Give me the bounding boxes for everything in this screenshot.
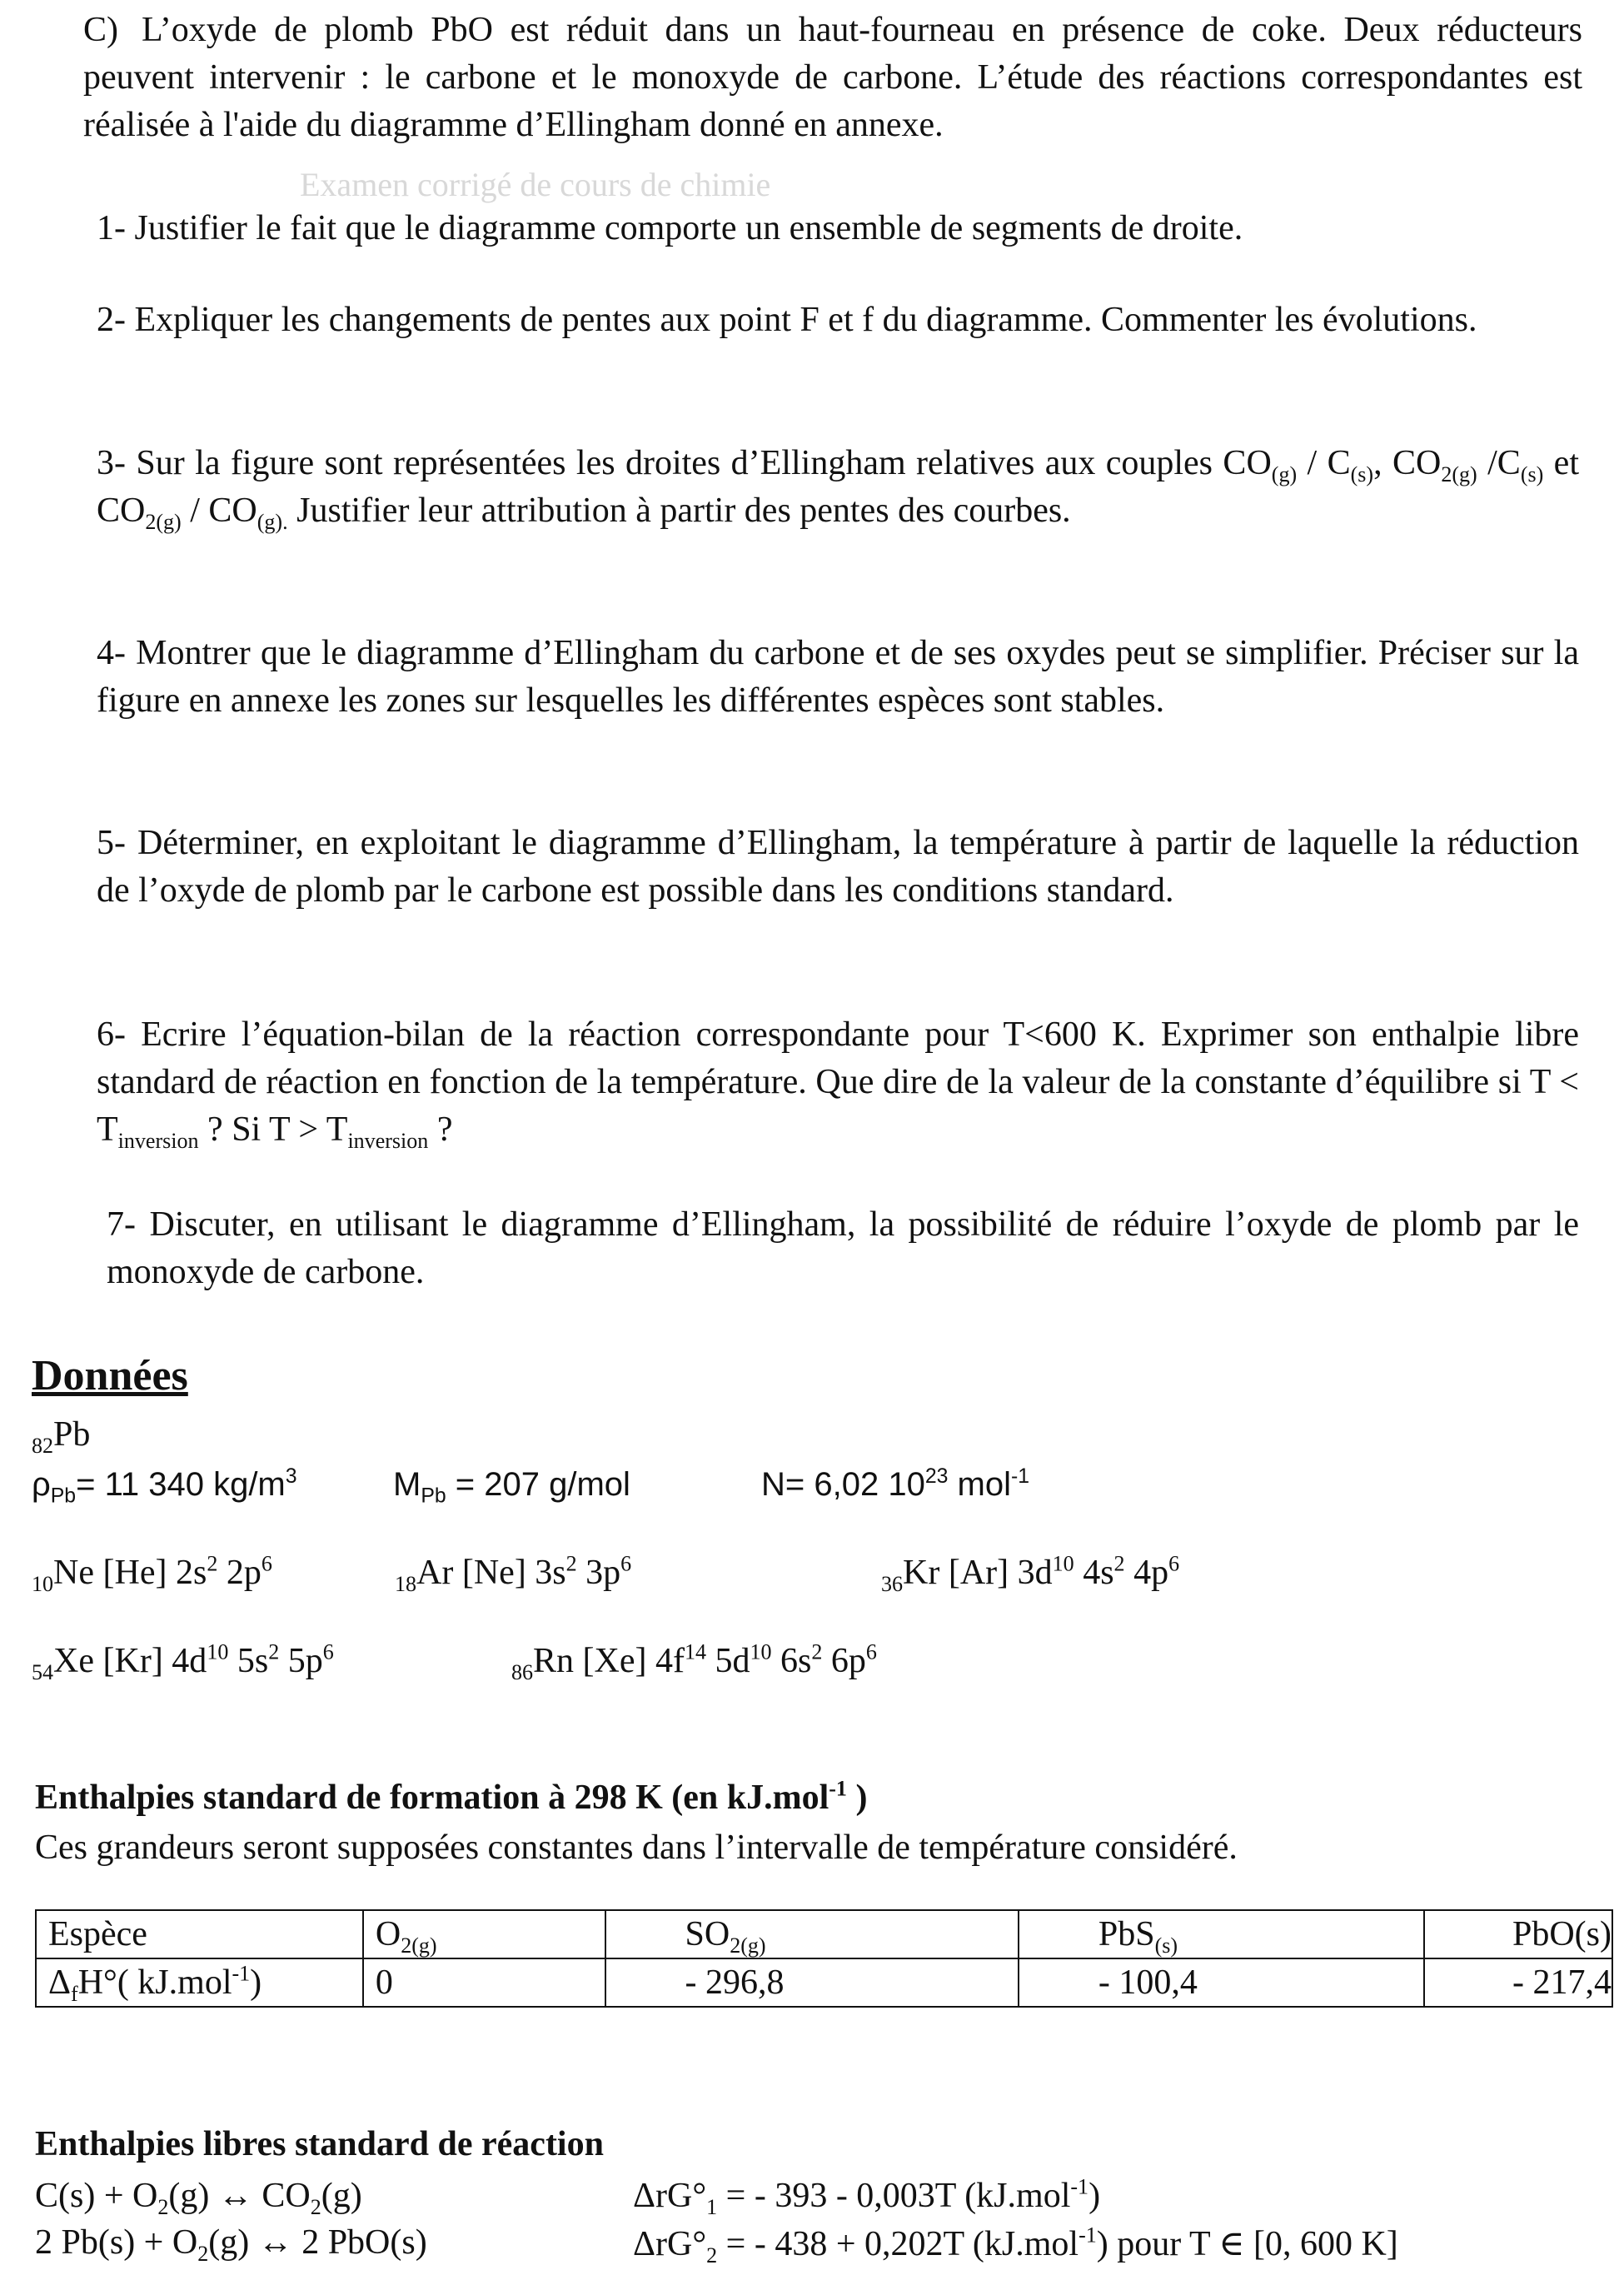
cell-text: Δ — [48, 1963, 72, 2002]
subscript: 2(g) — [145, 510, 182, 535]
atomic-number: 10 — [32, 1572, 54, 1597]
header-cell: Espèce — [36, 1910, 363, 1958]
question-6 — [97, 1011, 1579, 1154]
element-symbol: Pb — [53, 1415, 91, 1454]
config-text: 4p — [1124, 1554, 1169, 1592]
question-text: / CO — [181, 491, 257, 530]
config-text: [He] 2s — [94, 1554, 207, 1592]
row-label-cell — [36, 1958, 363, 2007]
exponent: 6 — [261, 1551, 272, 1576]
equation-text: ΔrG° — [633, 2177, 707, 2215]
exponent: -1 — [1011, 1465, 1030, 1489]
config-text: [Ne] 3s — [453, 1554, 566, 1592]
exponent: 2 — [207, 1551, 218, 1576]
header-cell — [605, 1910, 1019, 1958]
config-text: 5s — [228, 1642, 269, 1680]
question-text: Expliquer les changements de pentes aux point F et f du diagramme. Commenter les évolutions. — [134, 301, 1477, 339]
subscript: 2 — [197, 2242, 209, 2267]
question-text: Montrer que le diagramme d’Ellingham du carbone et de ses oxydes peut se simplifier. Préciser sur la figure en annexe les zones sur lesquelles les différentes espèces sont stables. — [97, 634, 1579, 720]
subscript: 2 — [706, 2243, 718, 2268]
header-cell — [1019, 1910, 1424, 1958]
question-number: 3- — [97, 444, 126, 482]
atomic-number: 36 — [881, 1572, 904, 1597]
question-text: ? — [428, 1110, 453, 1149]
cell-text: ) — [250, 1963, 262, 2002]
question-text: Justifier le fait que le diagramme comporte un ensemble de segments de droite. — [134, 209, 1243, 247]
exponent: -1 — [1070, 2174, 1089, 2199]
subscript: 2 — [157, 2195, 169, 2220]
molar-mass-symbol: M — [393, 1466, 421, 1503]
cell-text: O — [375, 1915, 401, 1953]
pb-symbol — [32, 1414, 91, 1459]
exponent: -1 — [1079, 2223, 1097, 2248]
table-row — [36, 1958, 1612, 2007]
cell-text: H°( kJ.mol — [77, 1963, 232, 2002]
exponent: 6 — [1168, 1551, 1180, 1576]
question-text: ? Si T > T — [198, 1110, 348, 1149]
subscript: (s) — [1154, 1933, 1178, 1958]
intro-text: L’oxyde de plomb PbO est réduit dans un haut-fourneau en présence de coke. Deux réducteurs peuvent intervenir : le carbone et le monoxyde de carbone. L’étude des réactions correspondantes est réalisée à l'aide du diagramme d’Ellingham donné en annexe. — [83, 11, 1582, 144]
table-header-row — [36, 1910, 1612, 1958]
config-text: 6p — [822, 1642, 866, 1680]
question-text: Discuter, en utilisant le diagramme d’Ellingham, la possibilité de réduire l’oxyde de plomb par le monoxyde de carbone. — [107, 1205, 1580, 1291]
exponent: 2 — [268, 1639, 280, 1664]
exponent: -1 — [829, 1776, 847, 1801]
density-value: = 11 340 kg/m — [76, 1466, 286, 1503]
question-4 — [97, 630, 1579, 725]
subscript: Pb — [50, 1484, 77, 1508]
question-text: Sur la figure sont représentées les droites d’Ellingham relatives aux couples CO — [136, 444, 1272, 482]
enthalpies-table — [35, 1909, 1613, 2008]
question-number: 1- — [97, 209, 126, 247]
equation-text: = - 438 + 0,202T (kJ.mol — [717, 2225, 1079, 2263]
reaction-1-gibbs — [633, 2174, 1101, 2220]
question-text: et CO — [97, 444, 1579, 530]
equation-text: ) — [1088, 2177, 1101, 2215]
subscript: 2(g) — [1441, 462, 1477, 487]
subscript: 2 — [310, 2195, 321, 2220]
element-symbol: Ne — [53, 1554, 95, 1592]
exponent: 14 — [684, 1639, 707, 1664]
enthalpies-note: Ces grandeurs seront supposées constantes dans l’intervalle de température considéré. — [35, 1828, 1238, 1867]
exponent: 10 — [207, 1639, 229, 1664]
config-text: 4s — [1074, 1554, 1114, 1592]
reaction-2-equation — [35, 2223, 427, 2267]
equation-text: (g) ↔ 2 PbO(s) — [208, 2223, 427, 2262]
equation-text: ) pour T ∈ [0, 600 K] — [1096, 2225, 1398, 2263]
config-text: [Ar] 3d — [939, 1554, 1053, 1592]
question-text: , CO — [1373, 444, 1442, 482]
equation-text: C(s) + O — [35, 2177, 158, 2215]
question-number: 2- — [97, 301, 126, 339]
intro-paragraph — [83, 7, 1582, 149]
config-text: 5p — [279, 1642, 323, 1680]
exponent: 23 — [924, 1465, 949, 1489]
question-5 — [97, 820, 1579, 915]
exponent: 2 — [811, 1639, 823, 1664]
header-cell: PbO(s) — [1424, 1910, 1612, 1958]
exponent: 10 — [1052, 1551, 1074, 1576]
molar-mass-value: = 207 g/mol — [446, 1466, 630, 1503]
subscript: 1 — [706, 2195, 718, 2220]
config-argon — [395, 1551, 632, 1597]
question-text: Ecrire l’équation-bilan de la réaction correspondante pour T<600 K. Exprimer son enthalpie libre standard de réaction en fonction de la température. Que dire de la valeur de la constante d’équilibre si T < T — [97, 1015, 1580, 1149]
question-number: 4- — [97, 634, 126, 672]
atomic-number: 54 — [32, 1660, 54, 1685]
exponent: 10 — [750, 1639, 772, 1664]
pb-molar-mass — [393, 1466, 630, 1508]
equation-text: = - 393 - 0,003T (kJ.mol — [717, 2177, 1071, 2215]
pb-density — [32, 1465, 297, 1508]
exponent: 6 — [322, 1639, 334, 1664]
config-text: 6s — [771, 1642, 812, 1680]
element-symbol: Kr — [903, 1554, 940, 1592]
question-text: Déterminer, en exploitant le diagramme d’Ellingham, la température à partir de laquelle la réduction de l’oxyde de plomb par le carbone est possible dans les conditions standard. — [97, 824, 1579, 910]
subscript: Pb — [421, 1484, 446, 1508]
exponent: 2 — [1113, 1551, 1125, 1576]
avogadro-unit: mol — [948, 1466, 1011, 1503]
exponent: 2 — [565, 1551, 577, 1576]
subscript: 2(g) — [401, 1933, 437, 1958]
subscript: f — [71, 1982, 78, 2007]
subscript: (g) — [1271, 462, 1298, 487]
exponent: 6 — [620, 1551, 632, 1576]
exponent: 3 — [285, 1465, 297, 1489]
atomic-number: 18 — [395, 1572, 417, 1597]
element-symbol: Ar — [416, 1554, 454, 1592]
value-cell: - 100,4 — [1019, 1958, 1424, 2007]
reaction-2-gibbs — [633, 2223, 1398, 2268]
config-krypton — [881, 1551, 1180, 1597]
config-text: 2p — [217, 1554, 262, 1592]
cell-text: PbS — [1098, 1915, 1155, 1953]
header-cell — [363, 1910, 605, 1958]
subscript: 2(g) — [730, 1933, 766, 1958]
heading-text: ) — [846, 1779, 868, 1817]
reaction-1-equation — [35, 2176, 362, 2220]
config-neon — [32, 1551, 272, 1597]
config-text: 3p — [576, 1554, 621, 1592]
exponent: 6 — [865, 1639, 877, 1664]
question-3 — [97, 440, 1579, 535]
config-xenon — [32, 1639, 334, 1685]
equation-text: (g) — [321, 2177, 362, 2215]
question-number: 7- — [107, 1205, 136, 1244]
question-number: 6- — [97, 1015, 126, 1054]
element-symbol: Rn — [533, 1642, 575, 1680]
cell-text: SO — [685, 1915, 730, 1953]
bleed-through-text: Examen corrigé de cours de chimie — [300, 166, 771, 203]
equation-text: 2 Pb(s) + O — [35, 2223, 198, 2262]
avogadro-value: N= 6,02 10 — [761, 1466, 925, 1503]
atomic-number: 86 — [511, 1660, 534, 1685]
question-text: /C — [1477, 444, 1521, 482]
exponent: -1 — [232, 1961, 251, 1986]
atomic-number: 82 — [32, 1434, 54, 1459]
config-text: 5d — [706, 1642, 750, 1680]
question-2 — [97, 297, 1579, 344]
config-text: [Kr] 4d — [94, 1642, 207, 1680]
question-text: / C — [1297, 444, 1351, 482]
question-7 — [107, 1201, 1579, 1296]
rho-symbol: ρ — [32, 1466, 51, 1503]
equation-text: ΔrG° — [633, 2225, 707, 2263]
config-text: [Xe] 4f — [574, 1642, 685, 1680]
subscript: inversion — [117, 1129, 199, 1154]
subscript: inversion — [347, 1129, 429, 1154]
question-text: Justifier leur attribution à partir des pentes des courbes. — [287, 491, 1071, 530]
avogadro-number — [761, 1466, 1029, 1504]
heading-text: Enthalpies standard de formation à 298 K (en kJ.mol — [35, 1779, 829, 1817]
value-cell: - 296,8 — [605, 1958, 1019, 2007]
enthalpies-heading — [35, 1778, 867, 1818]
element-symbol: Xe — [53, 1642, 95, 1680]
config-radon — [511, 1639, 877, 1685]
equation-text: (g) ↔ CO — [168, 2177, 311, 2215]
donnees-heading: Données — [32, 1352, 188, 1399]
subscript: (s) — [1350, 462, 1374, 487]
value-cell: - 217,4 — [1424, 1958, 1612, 2007]
subscript: (g). — [257, 510, 288, 535]
question-1 — [97, 205, 1579, 252]
subscript: (s) — [1520, 462, 1544, 487]
section-label: C) — [83, 11, 118, 49]
value-cell: 0 — [363, 1958, 605, 2007]
question-number: 5- — [97, 824, 126, 862]
libres-heading: Enthalpies libres standard de réaction — [35, 2125, 604, 2163]
